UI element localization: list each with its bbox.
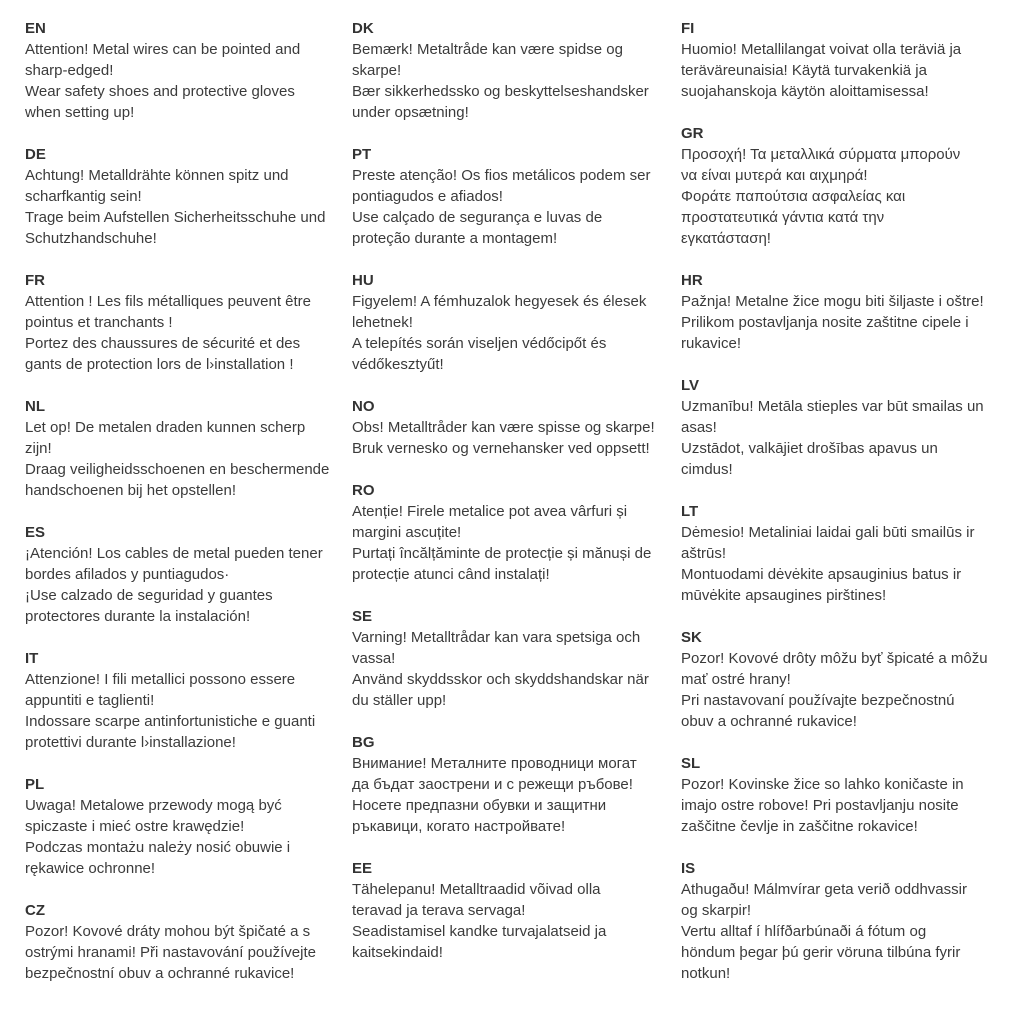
warning-block-en (25, 18, 352, 123)
warning-block-lv (681, 375, 1024, 480)
warning-text-line: under opsætning! (352, 104, 469, 121)
warning-text-line: προστατευτικά γάντια κατά την (681, 209, 885, 226)
warning-text-line: Uzstādot, valkājiet drošības apavus un (681, 440, 938, 457)
warning-text-line: ¡Atención! Los cables de metal pueden tener (25, 545, 323, 562)
warning-text-line: Pozor! Kovové dráty mohou být špičaté a s (25, 923, 311, 940)
language-code-label: DE (25, 146, 46, 163)
warning-block-hr (681, 270, 1024, 354)
warning-text-line: Använd skyddsskor och skyddshandskar när (352, 671, 649, 688)
warning-text-line: zaščitne čevlje in zaščitne rokavice! (681, 818, 918, 835)
warning-block-ro (352, 480, 681, 585)
warning-block-nl (25, 396, 352, 501)
warning-text-line: Pozor! Kovinske žice so lahko koničaste in (681, 776, 964, 793)
language-code-label: SE (352, 608, 373, 625)
warning-text-line: Wear safety shoes and protective gloves (25, 83, 295, 100)
warning-text-line: Trage beim Aufstellen Sicherheitsschuhe und (25, 209, 326, 226)
language-code-label: GR (681, 125, 704, 142)
warning-text-line: protecție atunci când instalați! (352, 566, 550, 583)
column-3 (681, 18, 1024, 1005)
warning-text-line: asas! (681, 419, 717, 436)
warning-block-is (681, 858, 1024, 984)
warning-text-line: Pri nastavovaní používajte bezpečnostnú (681, 692, 955, 709)
warning-text-line: imajo ostre robove! Pri postavljanju nosite (681, 797, 959, 814)
warning-text-line: bordes afilados y puntiagudos· (25, 566, 230, 583)
warning-block-de (25, 144, 352, 249)
warning-text-line: Bemærk! Metaltråde kan være spidse og (352, 41, 623, 58)
language-code-label: IS (681, 860, 696, 877)
warning-text-line: Attention ! Les fils métalliques peuvent être (25, 293, 311, 310)
warning-text-line: να είναι μυτερά και αιχμηρά! (681, 167, 868, 184)
warning-text-line: Φοράτε παπούτσια ασφαλείας και (681, 188, 906, 205)
language-code-label: PL (25, 776, 45, 793)
warning-text-line: zijn! (25, 440, 52, 457)
warning-text-line: Attention! Metal wires can be pointed and (25, 41, 301, 58)
warning-text-line: spiczaste i mieć ostre krawędzie! (25, 818, 245, 835)
warning-text-line: Uwaga! Metalowe przewody mogą być (25, 797, 282, 814)
warning-text-line: ostrými hranami! Při nastavování používejte (25, 944, 316, 961)
warning-block-fi (681, 18, 1024, 102)
column-2 (352, 18, 681, 1005)
warning-block-hu (352, 270, 681, 375)
language-code-label: PT (352, 146, 372, 163)
warning-text-line: Preste atenção! Os fios metálicos podem ser (352, 167, 651, 184)
warning-text-line: protectores durante la instalación! (25, 608, 251, 625)
warning-text-line: Let op! De metalen draden kunnen scherp (25, 419, 306, 436)
warning-block-no (352, 396, 681, 459)
warning-text-line: Prilikom postavljanja nosite zaštitne cipele i (681, 314, 969, 331)
warning-text-line: aštrūs! (681, 545, 727, 562)
warning-text-line: Attenzione! I fili metallici possono essere (25, 671, 296, 688)
warning-text-line: Draag veiligheidsschoenen en beschermende (25, 461, 330, 478)
warning-text-line: Obs! Metalltråder kan være spisse og skarpe! (352, 419, 655, 436)
warning-text-line: Purtați încălțăminte de protecție și mănuși de (352, 545, 652, 562)
warning-text-line: Schutzhandschuhe! (25, 230, 157, 247)
warning-text-line: védőkesztyűt! (352, 356, 444, 373)
warning-text-line: Внимание! Металните проводници могат (352, 755, 637, 772)
warning-text-line: cimdus! (681, 461, 733, 478)
warning-text-line: suojahanskoja käytön aloittamisessa! (681, 83, 929, 100)
warning-text-line: да бъдат заострени и с режещи ръбове! (352, 776, 633, 793)
warning-text-line: Bær sikkerhedssko og beskyttelseshandsker (352, 83, 649, 100)
warning-text-line: ¡Use calzado de seguridad y guantes (25, 587, 273, 604)
language-code-label: EE (352, 860, 373, 877)
warning-text-line: Dėmesio! Metaliniai laidai gali būti smailūs ir (681, 524, 975, 541)
language-code-label: FI (681, 20, 695, 37)
warning-text-line: mūvėkite apsaugines pirštines! (681, 587, 887, 604)
warning-block-pl (25, 774, 352, 879)
warning-text-line: Use calçado de segurança e luvas de (352, 209, 603, 226)
warning-text-line: Portez des chaussures de sécurité et des (25, 335, 301, 352)
language-code-label: NL (25, 398, 45, 415)
language-code-label: FR (25, 272, 45, 289)
warning-text-line: proteção durante a montagem! (352, 230, 558, 247)
warning-text-line: Носете предпазни обувки и защитни (352, 797, 607, 814)
warning-text-line: pontiagudos e afiados! (352, 188, 503, 205)
warning-block-sl (681, 753, 1024, 837)
language-code-label: LT (681, 503, 699, 520)
warning-block-ee (352, 858, 681, 963)
warning-text-line: og skarpir! (681, 902, 752, 919)
warning-text-line: Huomio! Metallilangat voivat olla teräviä ja (681, 41, 962, 58)
warning-text-line: obuv a ochranné rukavice! (681, 713, 857, 730)
warning-text-line: sharp-edged! (25, 62, 114, 79)
warning-text-line: höndum þegar þú gerir vöruna tilbúna fyrir (681, 944, 961, 961)
language-code-label: CZ (25, 902, 45, 919)
warning-text-line: Atenție! Firele metalice pot avea vârfuri și (352, 503, 628, 520)
warning-text-line: handschoenen bij het opstellen! (25, 482, 236, 499)
warning-text-line: notkun! (681, 965, 731, 982)
warning-text-line: vassa! (352, 650, 396, 667)
language-code-label: DK (352, 20, 374, 37)
warning-text-line: pointus et tranchants ! (25, 314, 173, 331)
warning-text-line: skarpe! (352, 62, 402, 79)
warning-block-it (25, 648, 352, 753)
language-code-label: BG (352, 734, 375, 751)
warning-text-line: Pozor! Kovové drôty môžu byť špicaté a môžu (681, 650, 988, 667)
language-code-label: RO (352, 482, 375, 499)
warning-text-line: ръкавици, когато настройвате! (352, 818, 566, 835)
warning-text-line: scharfkantig sein! (25, 188, 142, 205)
warning-text-line: Προσοχή! Τα μεταλλικά σύρματα μπορούν (681, 146, 961, 163)
language-code-label: SK (681, 629, 702, 646)
warning-text-line: Podczas montażu należy nosić obuwie i (25, 839, 291, 856)
language-code-label: NO (352, 398, 375, 415)
warning-text-line: protettivi durante l›installazione! (25, 734, 236, 751)
warning-text-line: rękawice ochronne! (25, 860, 156, 877)
warning-text-line: margini ascuțite! (352, 524, 462, 541)
warning-text-line: teravad ja terava servaga! (352, 902, 526, 919)
warning-block-dk (352, 18, 681, 123)
warning-text-line: Varning! Metalltrådar kan vara spetsiga och (352, 629, 641, 646)
warning-text-line: Uzmanību! Metāla stieples var būt smailas un (681, 398, 984, 415)
language-code-label: ES (25, 524, 46, 541)
warning-text-line: Athugaðu! Málmvírar geta verið oddhvassir (681, 881, 967, 898)
warning-text-line: lehetnek! (352, 314, 413, 331)
warning-text-line: du ställer upp! (352, 692, 447, 709)
warning-block-sk (681, 627, 1024, 732)
warning-text-line: bezpečnostní obuv a ochranné rukavice! (25, 965, 295, 982)
warning-text-line: Achtung! Metalldrähte können spitz und (25, 167, 289, 184)
warning-block-bg (352, 732, 681, 837)
language-code-label: LV (681, 377, 700, 394)
warning-text-line: Tähelepanu! Metalltraadid võivad olla (352, 881, 601, 898)
warning-text-line: kaitsekindaid! (352, 944, 443, 961)
language-code-label: IT (25, 650, 39, 667)
warning-block-lt (681, 501, 1024, 606)
warning-text-line: teräväreunaisia! Käytä turvakenkiä ja (681, 62, 927, 79)
language-code-label: HU (352, 272, 374, 289)
warning-text-line: when setting up! (25, 104, 135, 121)
warning-text-line: Indossare scarpe antinfortunistiche e guanti (25, 713, 316, 730)
language-code-label: SL (681, 755, 701, 772)
warning-text-line: appuntiti e taglienti! (25, 692, 155, 709)
warning-block-gr (681, 123, 1024, 249)
column-1 (25, 18, 352, 1005)
warning-text-line: εγκατάσταση! (681, 230, 771, 247)
warning-text-line: rukavice! (681, 335, 742, 352)
warning-text-line: gants de protection lors de l›installation ! (25, 356, 294, 373)
warning-block-fr (25, 270, 352, 375)
warning-block-es (25, 522, 352, 627)
warning-text-line: mať ostré hrany! (681, 671, 791, 688)
warning-text-line: Figyelem! A fémhuzalok hegyesek és élesek (352, 293, 647, 310)
language-code-label: EN (25, 20, 46, 37)
warning-text-line: Bruk vernesko og vernehansker ved oppsett! (352, 440, 650, 457)
warning-text-line: Vertu alltaf í hlífðarbúnaði á fótum og (681, 923, 927, 940)
warning-block-se (352, 606, 681, 711)
warning-text-line: Montuodami dėvėkite apsauginius batus ir (681, 566, 962, 583)
warning-text-line: Pažnja! Metalne žice mogu biti šiljaste i oštre! (681, 293, 984, 310)
warning-block-pt (352, 144, 681, 249)
language-code-label: HR (681, 272, 703, 289)
warning-block-cz (25, 900, 352, 984)
warning-text-line: A telepítés során viseljen védőcipőt és (352, 335, 607, 352)
warning-text-line: Seadistamisel kandke turvajalatseid ja (352, 923, 607, 940)
